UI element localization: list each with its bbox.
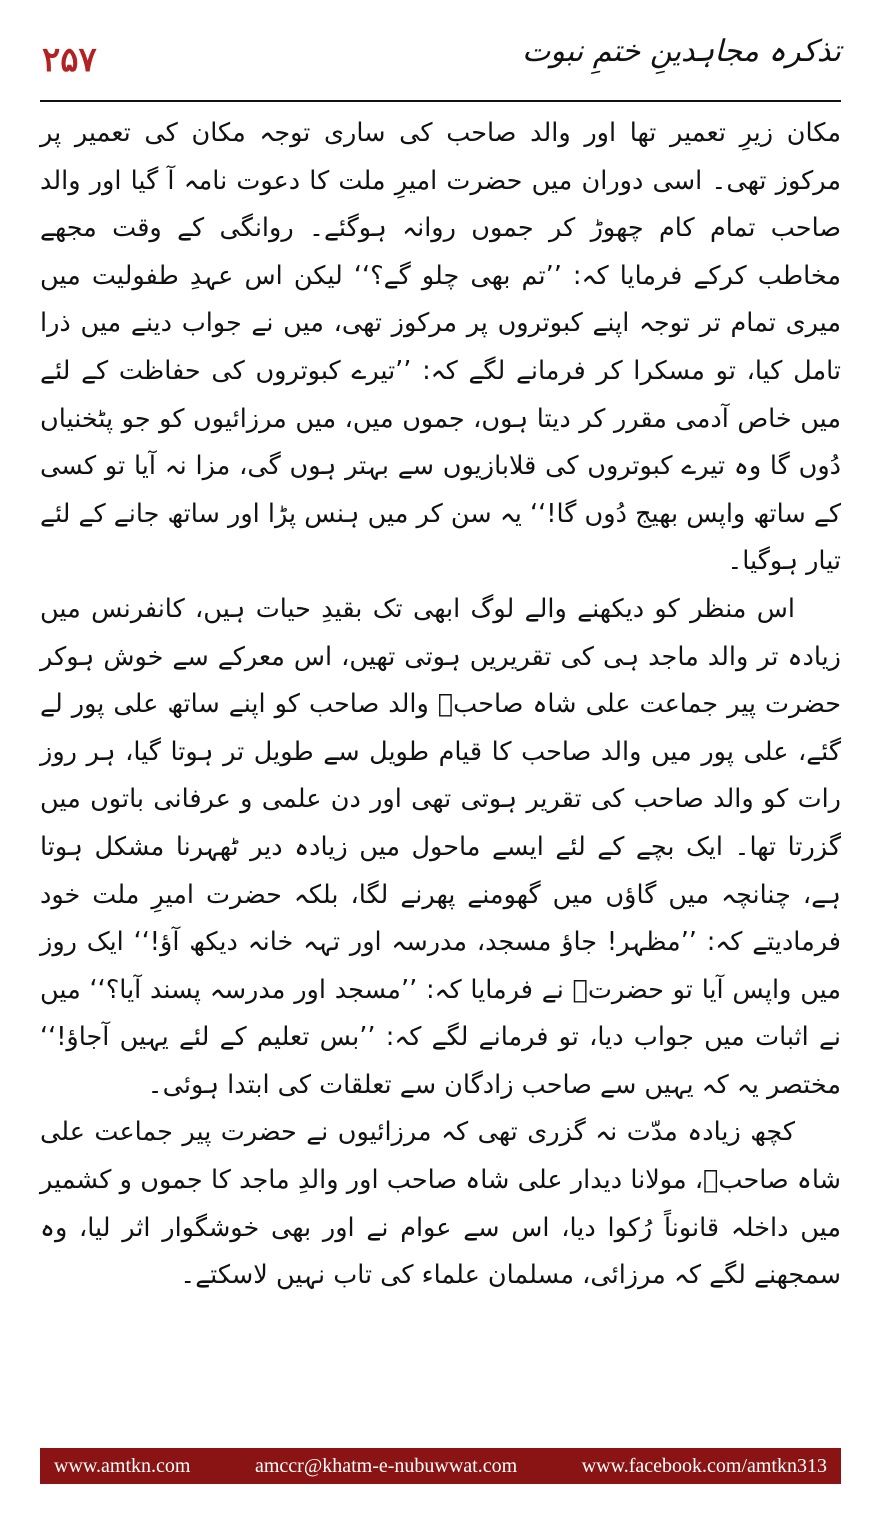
page-number: ۲۵۷ <box>42 40 97 80</box>
footer-email-link[interactable]: amccr@khatm-e-nubuwwat.com <box>254 1454 518 1477</box>
book-title: تذکرہ مجاہدینِ ختمِ نبوت <box>522 34 841 69</box>
footer-website-link[interactable]: www.amtkn.com <box>54 1454 191 1477</box>
footer-bar <box>40 1448 841 1484</box>
paragraph-1: مکان زیرِ تعمیر تھا اور والد صاحب کی ساری توجہ مکان کی تعمیر پر مرکوز تھی۔ اسی دوران میں حضرت امیرِ ملت کا دعوت نامہ آ گیا اور والد صاحب تمام کام چھوڑ کر جموں روانہ ہوگئے۔ روانگی کے وقت مجھے مخاطب کرکے فرمایا کہ: ’’تم بھی چلو گے؟‘‘ لیکن اس عہدِ طفولیت میں میری تمام تر توجہ اپنے کبوتروں پر مرکوز تھی، میں نے جواب دینے میں ذرا تامل کیا، تو مسکرا کر فرمانے لگے کہ: ’’تیرے کبوتروں کی حفاظت کے لئے میں خاص آدمی مقرر کر دیتا ہوں، جموں میں، میں مرزائیوں کو جو پٹخنیاں دُوں گا وہ تیرے کبوتروں کی قلابازیوں سے بہتر ہوں گی، مزا نہ آیا تو کسی کے ساتھ واپس بھیج دُوں گا!‘‘ یہ سن کر میں ہنس پڑا اور ساتھ جانے کے لئے تیار ہوگیا۔ <box>40 118 841 577</box>
header-divider <box>40 100 841 102</box>
footer-facebook-link[interactable]: www.facebook.com/amtkn313 <box>581 1454 827 1477</box>
paragraph-3: کچھ زیادہ مدّت نہ گزری تھی کہ مرزائیوں نے حضرت پیر جماعت علی شاہ صاحبؒ، مولانا دیدار علی شاہ صاحب اور والدِ ماجد کا جموں و کشمیر میں داخلہ قانوناً رُکوا دیا، اس سے عوام نے اور بھی خوشگوار اثر لیا، وہ سمجھنے لگے کہ مرزائی، مسلمان علماء کی تاب نہیں لاسکتے۔ <box>40 1117 841 1291</box>
body-text <box>40 110 841 1300</box>
paragraph-2: اس منظر کو دیکھنے والے لوگ ابھی تک بقیدِ حیات ہیں، کانفرنس میں زیادہ تر والد ماجد ہی کی تقریریں ہوتی تھیں، اس معرکے سے خوش ہوکر حضرت پیر جماعت علی شاہ صاحبؒ والد صاحب کو اپنے ساتھ علی پور لے گئے، علی پور میں والد صاحب کا قیام طویل سے طویل تر ہوتا گیا، ہر روز رات کو والد صاحب کی تقریر ہوتی تھی اور دن علمی و عرفانی باتوں میں گزرتا تھا۔ ایک بچے کے لئے ایسے ماحول میں زیادہ دیر ٹھہرنا مشکل ہوتا ہے، چنانچہ میں گاؤں میں گھومنے پھرنے لگا، بلکہ حضرت امیرِ ملت خود فرمادیتے کہ: ’’مظہر! جاؤ مسجد، مدرسہ اور تہہ خانہ دیکھ آؤ!‘‘ ایک روز میں واپس آیا تو حضرتؒ نے فرمایا کہ: ’’مسجد اور مدرسہ پسند آیا؟‘‘ میں نے اثبات میں جواب دیا، تو فرمانے لگے کہ: ’’بس تعلیم کے لئے یہیں آجاؤ!‘‘ مختصر یہ کہ یہیں سے صاحب زادگان سے تعلقات کی ابتدا ہوئی۔ <box>40 593 841 1100</box>
